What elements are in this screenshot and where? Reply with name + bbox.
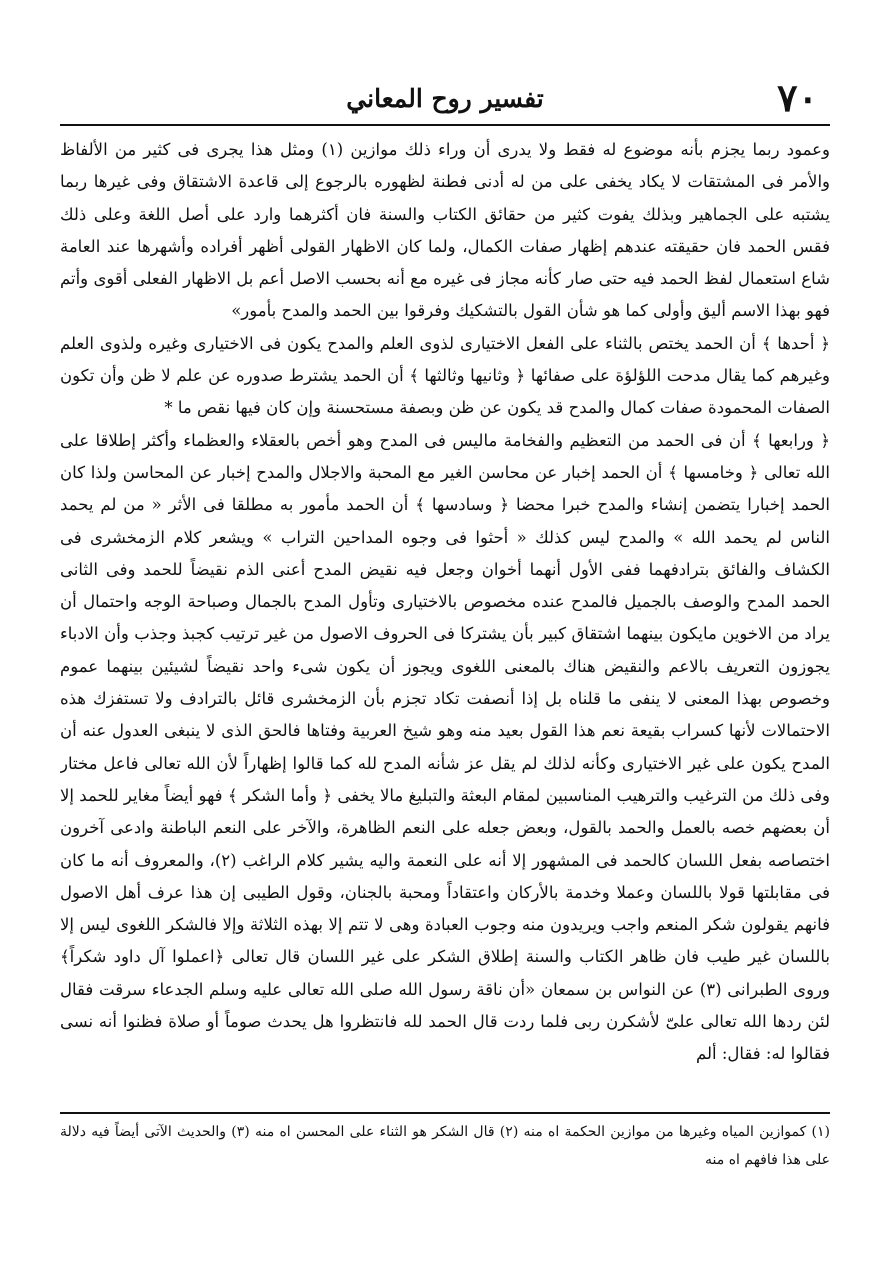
- page-number: ٧٠: [777, 75, 818, 120]
- paragraph: وعمود ربما يجزم بأنه موضوع له فقط ولا يدرى أن وراء ذلك موازين (١) ومثل هذا يجرى فى كثير من الألفاظ والأمر فى المشتقات لا يكاد يخفى على من له أدنى فطنة لظهوره بالرجوع إلى قاعدة الاشتقاق وفى غيرها ربما يشتبه على الجماهير وبذلك يفوت كثير من حقائق الكتاب والسنة فان أكثرهما وارد على أصل اللغة وعلى ذلك فقس الحمد فان حقيقته عندهم إظهار صفات الكمال، ولما كان الاظهار القولى أظهر أفراده وأشهرها عند العامة شاع استعمال لفظ الحمد فيه حتى صار كأنه مجاز فى غيره مع أنه بحسب الاصل أعم بل الاظهار الفعلى أقوى وأتم فهو بهذا الاسم أليق وأولى كما هو شأن القول بالتشكيك وفرقوا بين الحمد والمدح بأمور»: [60, 140, 830, 321]
- main-text: [60, 134, 830, 1104]
- paragraph: ﴿ ورابعها ﴾ أن فى الحمد من التعظيم والفخامة ماليس فى المدح وهو أخص بالعقلاء والعظماء وأكثر إطلاقا على الله تعالى ﴿ وخامسها ﴾ أن الحمد إخبار عن محاسن الغير مع المحبة والاجلال والمدح إخبار عن المحاسن ولذا كان الحمد إخبارا يتضمن إنشاء والمدح خبرا محضا ﴿ وسادسها ﴾ أن الحمد مأمور به مطلقا فى الأثر « من لم يحمد الناس لم يحمد الله » والمدح ليس كذلك « أحثوا فى وجوه المداحين التراب » ويشعر كلام الزمخشرى فى الكشاف والفائق بترادفهما ففى الأول أنهما أخوان وجعل فيه نقيض المدح أعنى الذم نقيضاً للحمد وفى الثانى الحمد المدح والوصف بالجميل فالمدح عنده مخصوص بالاختيارى وتأول المدح بالجمال وصباحة الوجه واحتمال أن يراد من الاخوين مايكون بينهما اشتقاق كبير بأن يشتركا فى الحروف الاصول من غير ترتيب كجبذ وجذب وأن الادباء يجوزون التعريف بالاعم والنقيض هناك بالمعنى اللغوى ويجوز أن يكون شىء واحد نقيضاً لشيئين بينهما عموم وخصوص بهذا المعنى لا ينفى ما قلناه بل إذا أنصفت تكاد تجزم بأن الزمخشرى قائل بالترادف ولا تستفزك هذه الاحتمالات لأنها كسراب بقيعة نعم هذا القول بعيد منه وهو شيخ العربية وفتاها فالحق الذى لا ينبغى العدول عنه أن المدح يكون على غير الاختيارى وكأنه لذلك لم يقل عز شأنه المدح لله كما قالوا إظهاراً لأن الله تعالى فاعل مختار وفى ذلك من الترغيب والترهيب المناسبين لمقام البعثة والتبليغ مالا يخفى ﴿ وأما الشكر ﴾ فهو أيضاً مغاير للحمد إلا أن بعضهم خصه بالعمل والحمد بالقول، وبعض جعله على النعم الظاهرة، والآخر على النعم الباطنة وادعى آخرون اختصاصه بفعل اللسان كالحمد فى المشهور إلا أنه على النعمة واليه يشير كلام الراغب (٢)، والمعروف أنه ما كان فى مقابلتها قولا باللسان وعملا وخدمة بالأركان واعتقاداً ومحبة بالجنان، وقول الطيبى إن هذا عرف أهل الاصول فانهم يقولون شكر المنعم واجب ويريدون منه وجوب العبادة وهى لا تتم إلا بهذه الثلاثة وإلا فالشكر اللغوى ليس إلا باللسان غير طيب فان ظاهر الكتاب والسنة إطلاق الشكر على غير اللسان قال تعالى ﴿اعملوا آل داود شكراً﴾ وروى الطبرانى (٣) عن النواس بن سمعان «أن ناقة رسول الله صلى الله تعالى عليه وسلم الجدعاء سرقت فقال لئن ردها الله تعالى علىّ لأشكرن ربى فلما ردت قال الحمد لله فانتظروا هل يحدث صوماً أو صلاة فظنوا أنه نسى فقالوا له: فقال: ألم: [60, 430, 830, 1064]
- running-title: تفسير روح المعاني: [346, 84, 544, 113]
- page: [60, 70, 830, 1200]
- header-rule: [60, 124, 830, 126]
- footnotes: [60, 1114, 830, 1174]
- paragraph: ﴿ أحدها ﴾ أن الحمد يختص بالثناء على الفعل الاختيارى لذوى العلم والمدح يكون فى الاختيارى وغيره ولذوى العلم وغيرهم كما يقال مدحت اللؤلؤة على صفائها ﴿ وثانيها وثالثها ﴾ أن الحمد يشترط صدوره عن علم لا ظن وأن تكون الصفات المحمودة صفات كمال والمدح قد يكون عن ظن وبصفة مستحسنة وإن كان فيها نقص ما *: [60, 333, 830, 418]
- running-head: [60, 70, 830, 126]
- footnote: (١) كموازين المياه وغيرها من موازين الحكمة اه منه (٢) قال الشكر هو الثناء على المحسن اه منه (٣) والحديث الآتى أيضاً فيه دلالة على هذا فافهم اه منه: [60, 1124, 831, 1168]
